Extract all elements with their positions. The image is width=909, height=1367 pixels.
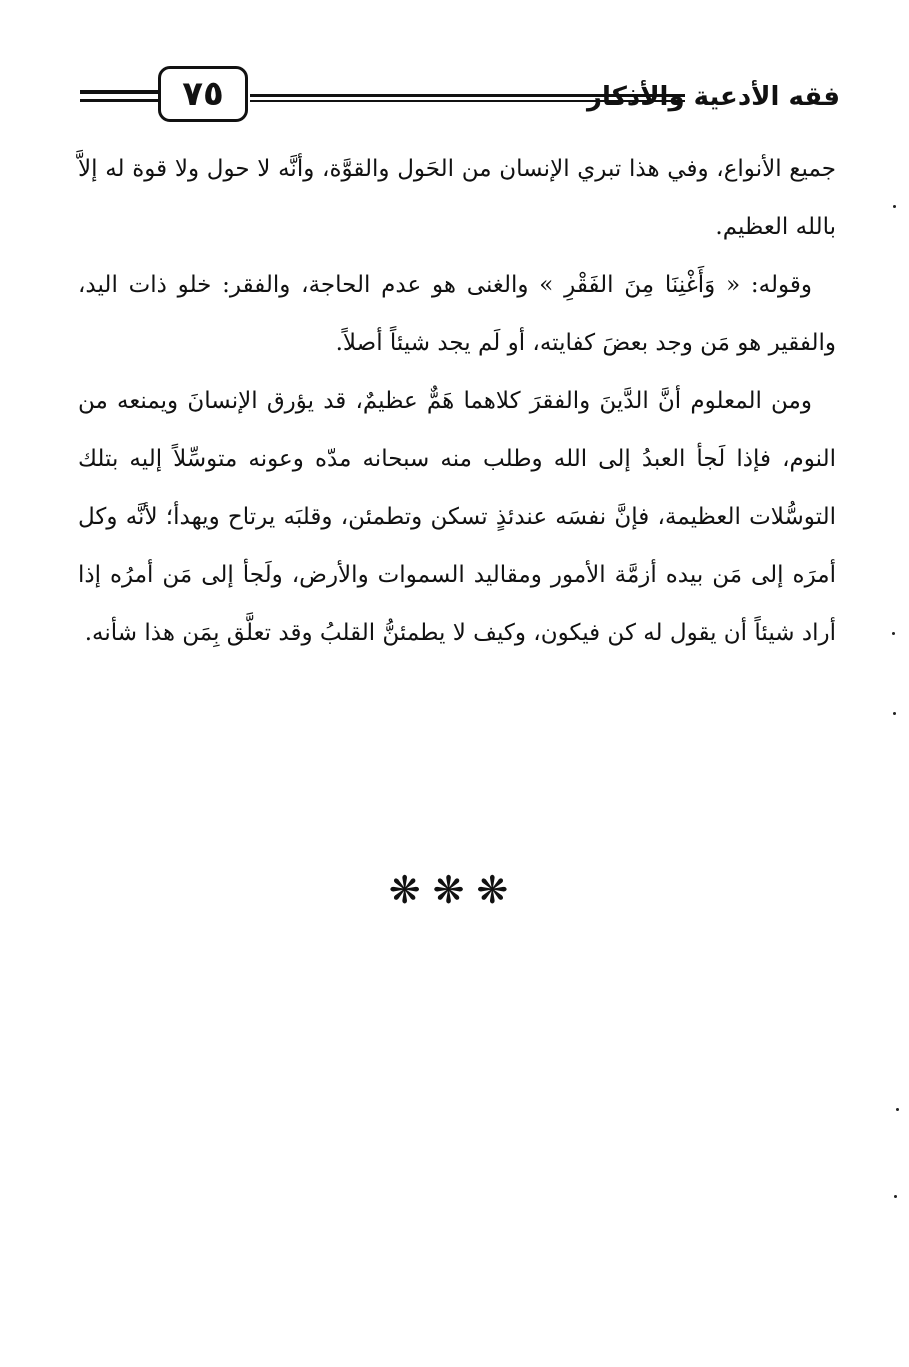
paragraph-3: ومن المعلوم أنَّ الدَّينَ والفقرَ كلاهما هَمٌّ عظيمٌ، قد يؤرق الإنسانَ ويمنعه من النوم، فإذا لَجأ العبدُ إلى الله وطلب منه سبحانه مدّه وعونه متوسِّلاً إليه بتلك التوسُّلات العظيمة، فإنَّ نفسَه عندئذٍ تسكن وتطمئن، وقلبَه يرتاح ويهدأ؛ لأنَّه وكل أمرَه إلى مَن بيده أزمَّة الأمور ومقاليد السموات والأرض، ولَجأ إلى مَن أمرُه إذا أراد شيئاً أن يقول له كن فيكون، وكيف لا يطمئنُّ القلبُ وقد تعلَّق بِمَن هذا شأنه. <box>78 388 836 646</box>
book-title: فقه الأدعية والأذكار <box>587 82 840 112</box>
scan-speck <box>893 712 896 715</box>
header-rule-left <box>80 90 158 104</box>
paragraph-2: وقوله: « وَأَغْنِنَا مِنَ الفَقْرِ » والغنى هو عدم الحاجة، والفقر: خلو ذات اليد، والفقير هو مَن وجد بعضَ كفايته، أو لَم يجد شيئاً أصلاً. <box>78 272 836 356</box>
page-body <box>78 140 836 662</box>
scan-speck <box>893 205 896 208</box>
page-header <box>80 60 840 130</box>
scan-speck <box>894 1195 897 1198</box>
scan-speck <box>896 1108 899 1111</box>
section-separator: ❋❋❋ <box>388 868 521 912</box>
scan-speck <box>892 632 895 635</box>
page-number: ٧٥ <box>158 66 248 122</box>
paragraph-1: جميع الأنواع، وفي هذا تبري الإنسان من الحَول والقوَّة، وأنَّه لا حول ولا قوة له إلاَّ بالله العظيم. <box>78 156 836 240</box>
